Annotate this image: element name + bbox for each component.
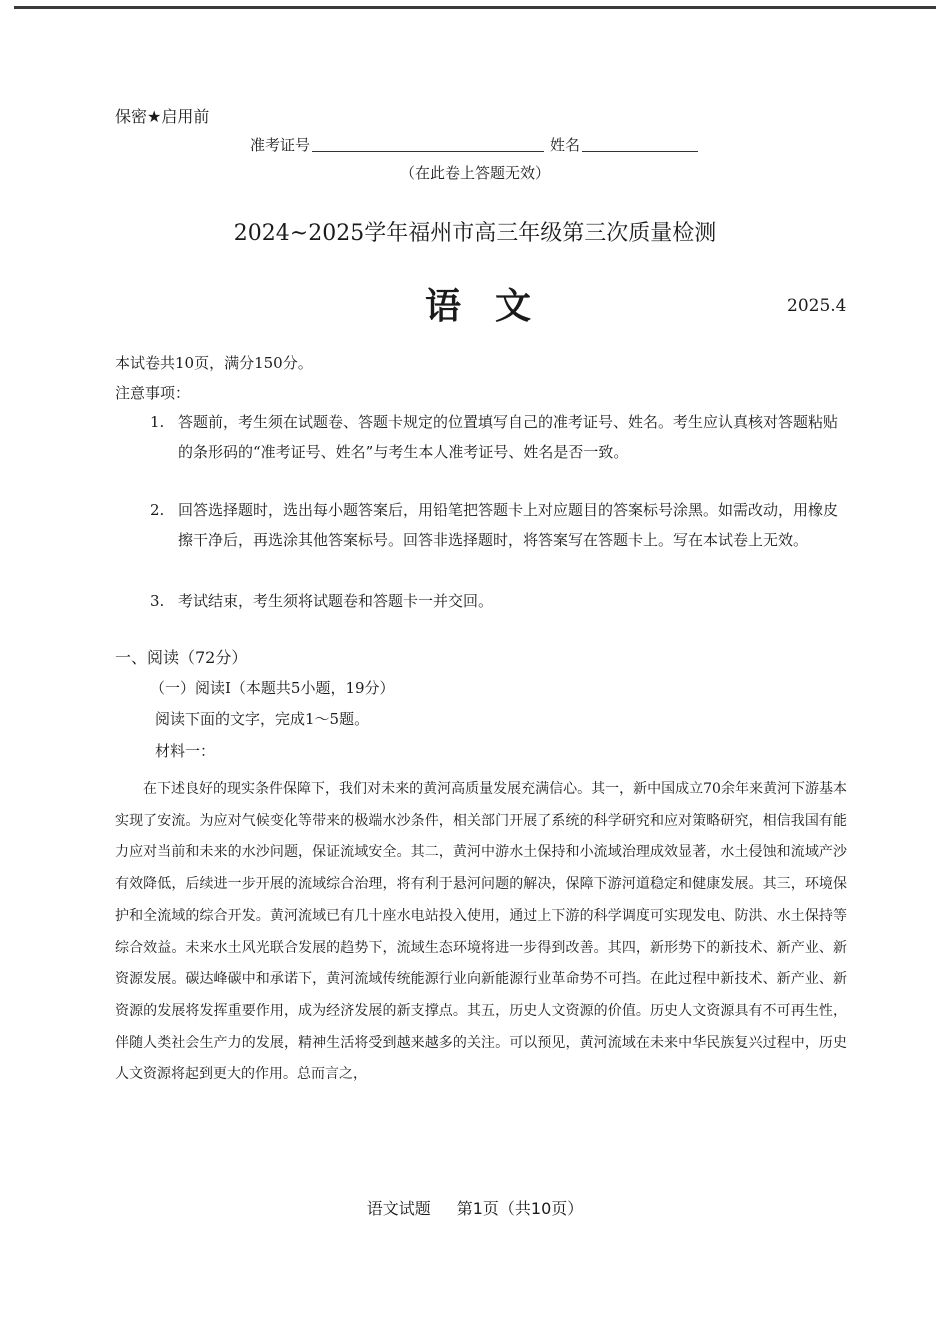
- invalid-answer-note: （在此卷上答题无效）: [400, 164, 551, 182]
- footer-subject: 语文试题: [366, 1199, 431, 1218]
- note-text: 回答选择题时，选出每小题答案后，用铅笔把答题卡上对应题目的答案标号涂黑。如需改动，用橡皮擦干净后，再选涂其他答案标号。回答非选择题时，将答案写在答题卡上。写在本试卷上无效。: [178, 501, 839, 549]
- note-number: 1.: [150, 413, 165, 431]
- note-text: 答题前，考生须在试题卷、答题卡规定的位置填写自己的准考证号、姓名。考生应认真核对答题粘贴的条形码的“准考证号、姓名”与考生本人准考证号、姓名是否一致。: [178, 413, 839, 461]
- exam-date: 2025.4: [787, 296, 847, 316]
- note-item: [150, 407, 850, 467]
- exam-id-label: 准考证号: [250, 136, 311, 154]
- footer-page-number: 第1页（共10页）: [456, 1199, 584, 1218]
- reading-passage: 在下述良好的现实条件保障下，我们对未来的黄河高质量发展充满信心。其一，新中国成立70余年来黄河下游基本实现了安流。为应对气候变化等带来的极端水沙条件，相关部门开展了系统的科学研究和应对策略研究，相信我国有能力应对当前和未来的水沙问题，保证流域安全。其二，黄河中游水土保持和小流域治理成效显著，水土侵蚀和流域产沙有效降低，后续进一步开展的流域综合治理，将有利于悬河问题的解决，保障下游河道稳定和健康发展。其三，环境保护和全流域的综合开发。黄河流域已有几十座水电站投入使用，通过上下游的科学调度可实现发电、防洪、水土保持等综合效益。未来水土风光联合发展的趋势下，流域生态环境将进一步得到改善。其四，新形势下的新技术、新产业、新资源发展。碳达峰碳中和承诺下，黄河流域传统能源行业向新能源行业革命势不可挡。在此过程中新技术、新产业、新资源的发展将发挥重要作用，成为经济发展的新支撑点。其五，历史人文资源的价值。历史人文资源具有不可再生性，伴随人类社会生产力的发展，精神生活将受到越来越多的关注。可以预见，黄河流域在未来中华民族复兴过程中，历史人文资源将起到更大的作用。总而言之，: [115, 781, 847, 1083]
- exam-title: 2024~2025学年福州市高三年级第三次质量检测: [233, 221, 717, 246]
- name-field[interactable]: [582, 151, 698, 152]
- name-label: 姓名: [550, 136, 581, 154]
- confidential-label: 保密★启用前: [115, 107, 210, 126]
- reading-instruction: 阅读下面的文字，完成1～5题。: [155, 710, 370, 728]
- pages-score-info: 本试卷共10页，满分150分。: [115, 354, 313, 372]
- note-item: [150, 586, 850, 616]
- section-heading: 一、阅读（72分）: [115, 648, 248, 667]
- exam-id-field[interactable]: [312, 151, 544, 152]
- material-label: 材料一：: [155, 742, 216, 760]
- candidate-info-row: [250, 134, 698, 155]
- sub-section-heading: （一）阅读Ⅰ（本题共5小题，19分）: [150, 679, 395, 697]
- note-number: 3.: [150, 592, 165, 610]
- note-item: [150, 495, 850, 555]
- page-footer: [0, 1196, 950, 1219]
- note-text: 考试结束，考生须将试题卷和答题卡一并交回。: [178, 592, 494, 610]
- note-number: 2.: [150, 501, 165, 519]
- scan-top-line: [14, 6, 936, 9]
- subject-title: 语文: [425, 286, 566, 327]
- notes-heading: 注意事项：: [115, 384, 191, 402]
